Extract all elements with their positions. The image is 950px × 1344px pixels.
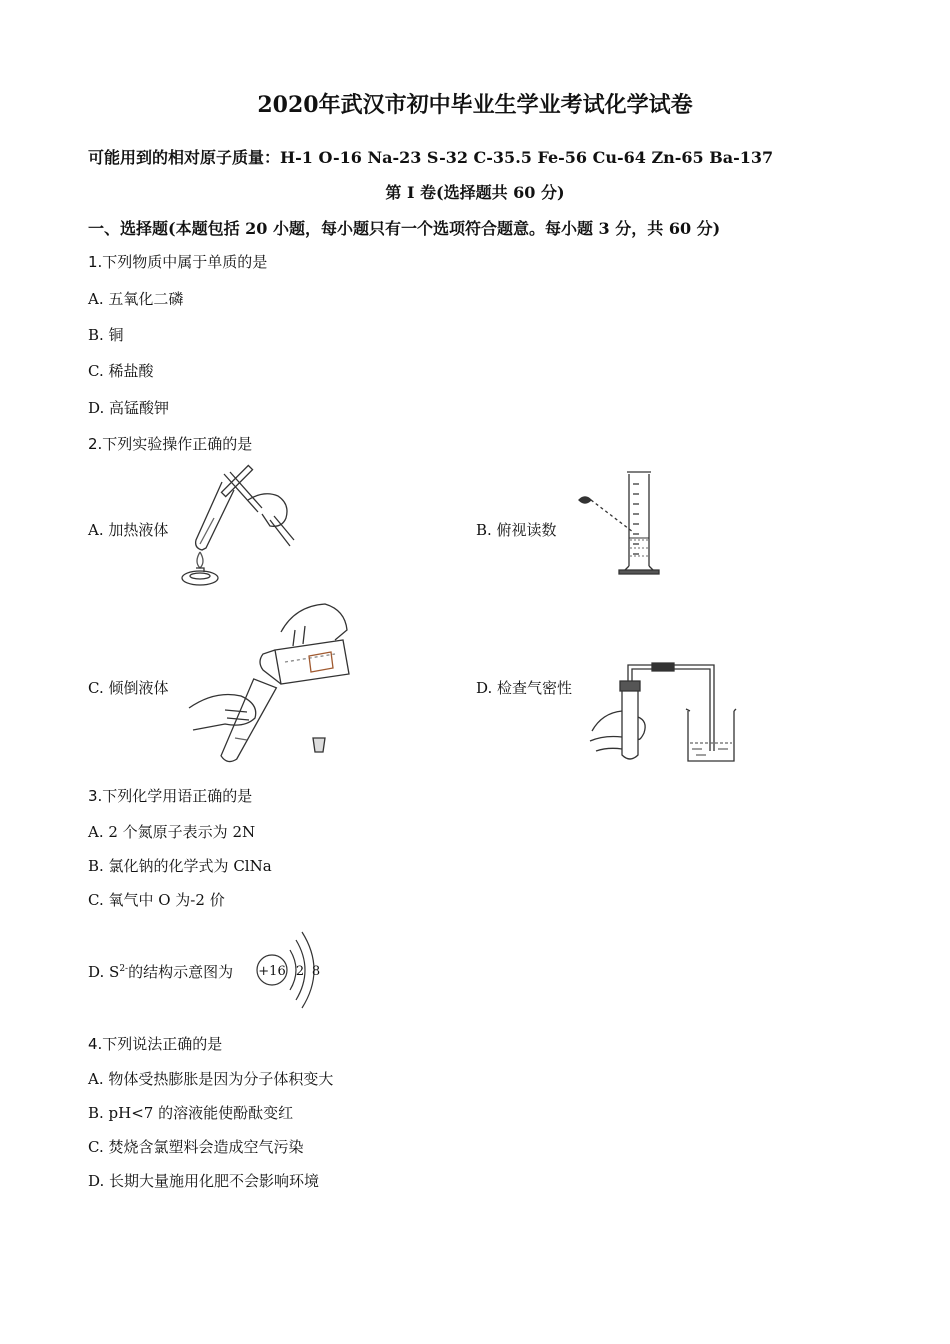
section-heading: 一、选择题(本题包括 20 小题，每小题只有一个选项符合题意。每小题 3 分，共 60 分) <box>88 219 721 238</box>
cylinder-reading-figure <box>573 470 668 578</box>
question-4-option-b: B. pH<7 的溶液能使酚酞变红 <box>88 1104 294 1122</box>
question-2-option-c: C. 倾倒液体 <box>88 679 169 697</box>
question-4-option-c: C. 焚烧含氯塑料会造成空气污染 <box>88 1138 304 1156</box>
heating-liquid-figure <box>178 470 303 588</box>
question-1-option-c: C. 稀盐酸 <box>88 362 154 380</box>
question-2-stem: 2.下列实验操作正确的是 <box>88 435 253 453</box>
question-1-option-a: A. 五氧化二磷 <box>88 290 184 308</box>
airtightness-figure <box>588 655 738 767</box>
question-4-stem: 4.下列说法正确的是 <box>88 1035 223 1053</box>
question-3-stem: 3.下列化学用语正确的是 <box>88 787 253 805</box>
page-title: 2020年武汉市初中毕业生学业考试化学试卷 <box>257 92 693 118</box>
shell-1-electrons: 2 <box>295 964 305 979</box>
shell-2-electrons: 8 <box>311 964 321 979</box>
question-1-option-d: D. 高锰酸钾 <box>88 399 170 417</box>
sulfide-ion-structure-diagram <box>252 928 332 1012</box>
question-4-option-a: A. 物体受热膨胀是因为分子体积变大 <box>88 1070 334 1088</box>
question-4-option-d: D. 长期大量施用化肥不会影响环境 <box>88 1172 320 1190</box>
part-heading: 第 I 卷(选择题共 60 分) <box>385 183 565 202</box>
nucleus-label: +16 <box>258 964 286 979</box>
question-1-stem: 1.下列物质中属于单质的是 <box>88 253 268 271</box>
question-1-option-b: B. 铜 <box>88 326 124 344</box>
question-3-option-a: A. 2 个氮原子表示为 2N <box>88 823 256 841</box>
question-2-option-b: B. 俯视读数 <box>476 521 557 539</box>
question-2-option-d: D. 检查气密性 <box>476 679 573 697</box>
question-2-option-a: A. 加热液体 <box>88 521 169 539</box>
question-3-option-c: C. 氧气中 O 为-2 价 <box>88 891 225 909</box>
pouring-liquid-figure <box>185 600 355 768</box>
question-3-option-b: B. 氯化钠的化学式为 ClNa <box>88 857 272 875</box>
question-3-option-d: D. $S^{2-}$的结构示意图为 <box>88 963 234 981</box>
atomic-masses: 可能用到的相对原子质量：H-1 O-16 Na-23 S-32 C-35.5 Fe-56 Cu-64 Zn-65 Ba-137 <box>88 148 774 167</box>
